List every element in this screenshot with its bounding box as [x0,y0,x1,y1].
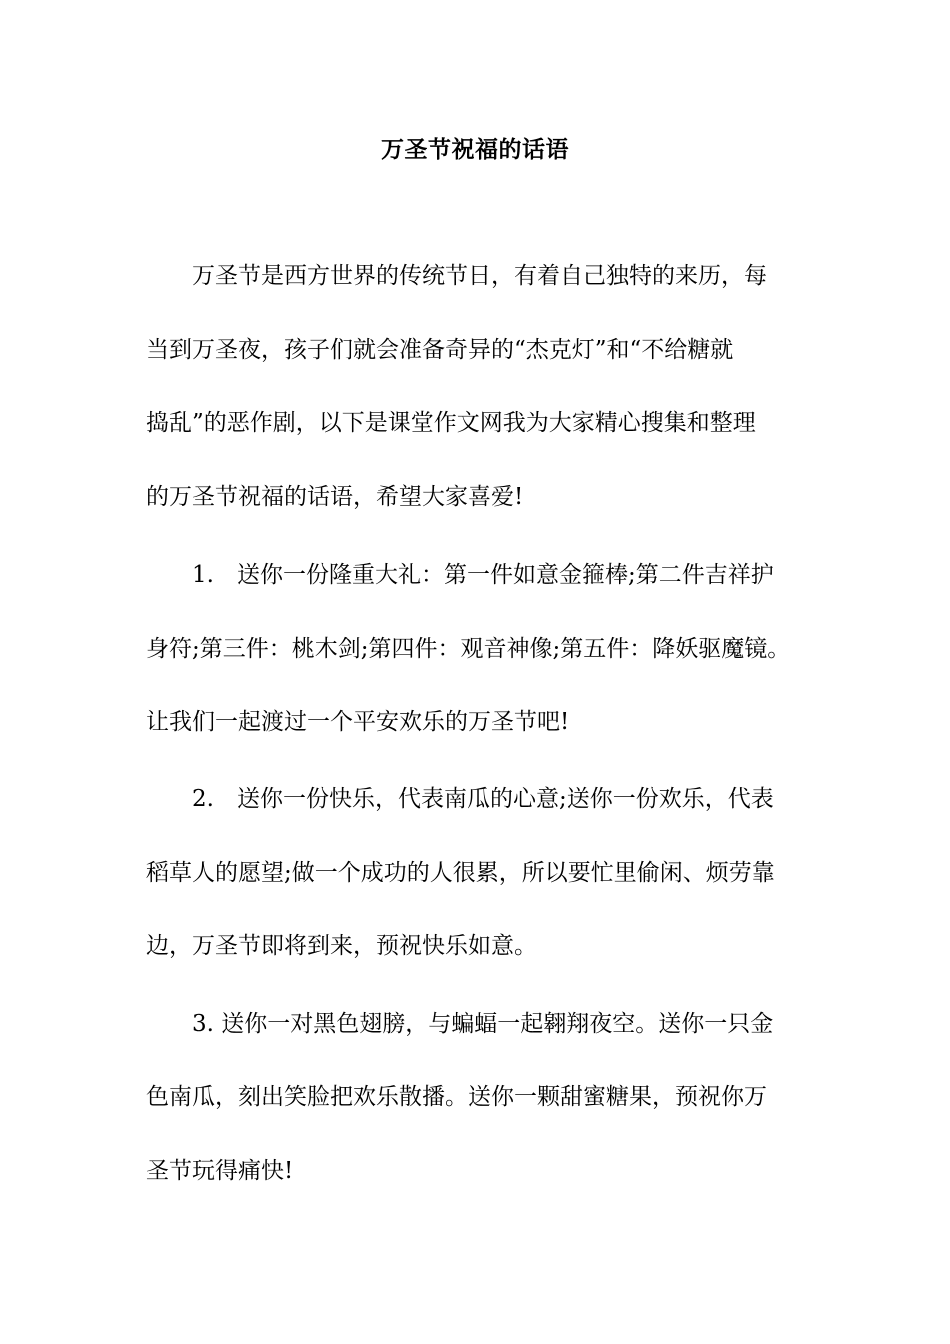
page-title: 万圣节祝福的话语 [381,137,569,163]
paragraph-1-line-3: 捣乱”的恶作剧，以下是课堂作文网我为大家精心搜集和整理 [146,410,756,436]
list-item-3-line-3: 圣节玩得痛快! [146,1158,294,1184]
list-item-2-line-3: 边，万圣节即将到来，预祝快乐如意。 [146,933,537,959]
paragraph-1-line-2: 当到万圣夜，孩子们就会准备奇异的“杰克灯”和“不给糖就 [146,337,734,363]
list-item-1-line-3: 让我们一起渡过一个平安欢乐的万圣节吧! [146,709,570,735]
list-item-1-line-2: 身符;第三件：桃木剑;第四件：观音神像;第五件：降妖驱魔镜。 [146,636,791,662]
paragraph-1-line-1: 万圣节是西方世界的传统节日，有着自己独特的来历，每 [192,263,767,289]
list-item-3-line-1: 3. 送你一对黑色翅膀，与蝙蝠一起翱翔夜空。送你一只金 [192,1011,774,1037]
list-item-1-line-1: 1. 送你一份隆重大礼：第一件如意金箍棒;第二件吉祥护 [192,562,774,588]
list-item-3-line-2: 色南瓜，刻出笑脸把欢乐散播。送你一颗甜蜜糖果，预祝你万 [146,1084,767,1110]
list-item-2-line-1: 2. 送你一份快乐，代表南瓜的心意;送你一份欢乐，代表 [192,786,774,812]
list-item-2-line-2: 稻草人的愿望;做一个成功的人很累，所以要忙里偷闲、烦劳靠 [146,860,775,886]
paragraph-1-line-4: 的万圣节祝福的话语，希望大家喜爱! [146,484,524,510]
